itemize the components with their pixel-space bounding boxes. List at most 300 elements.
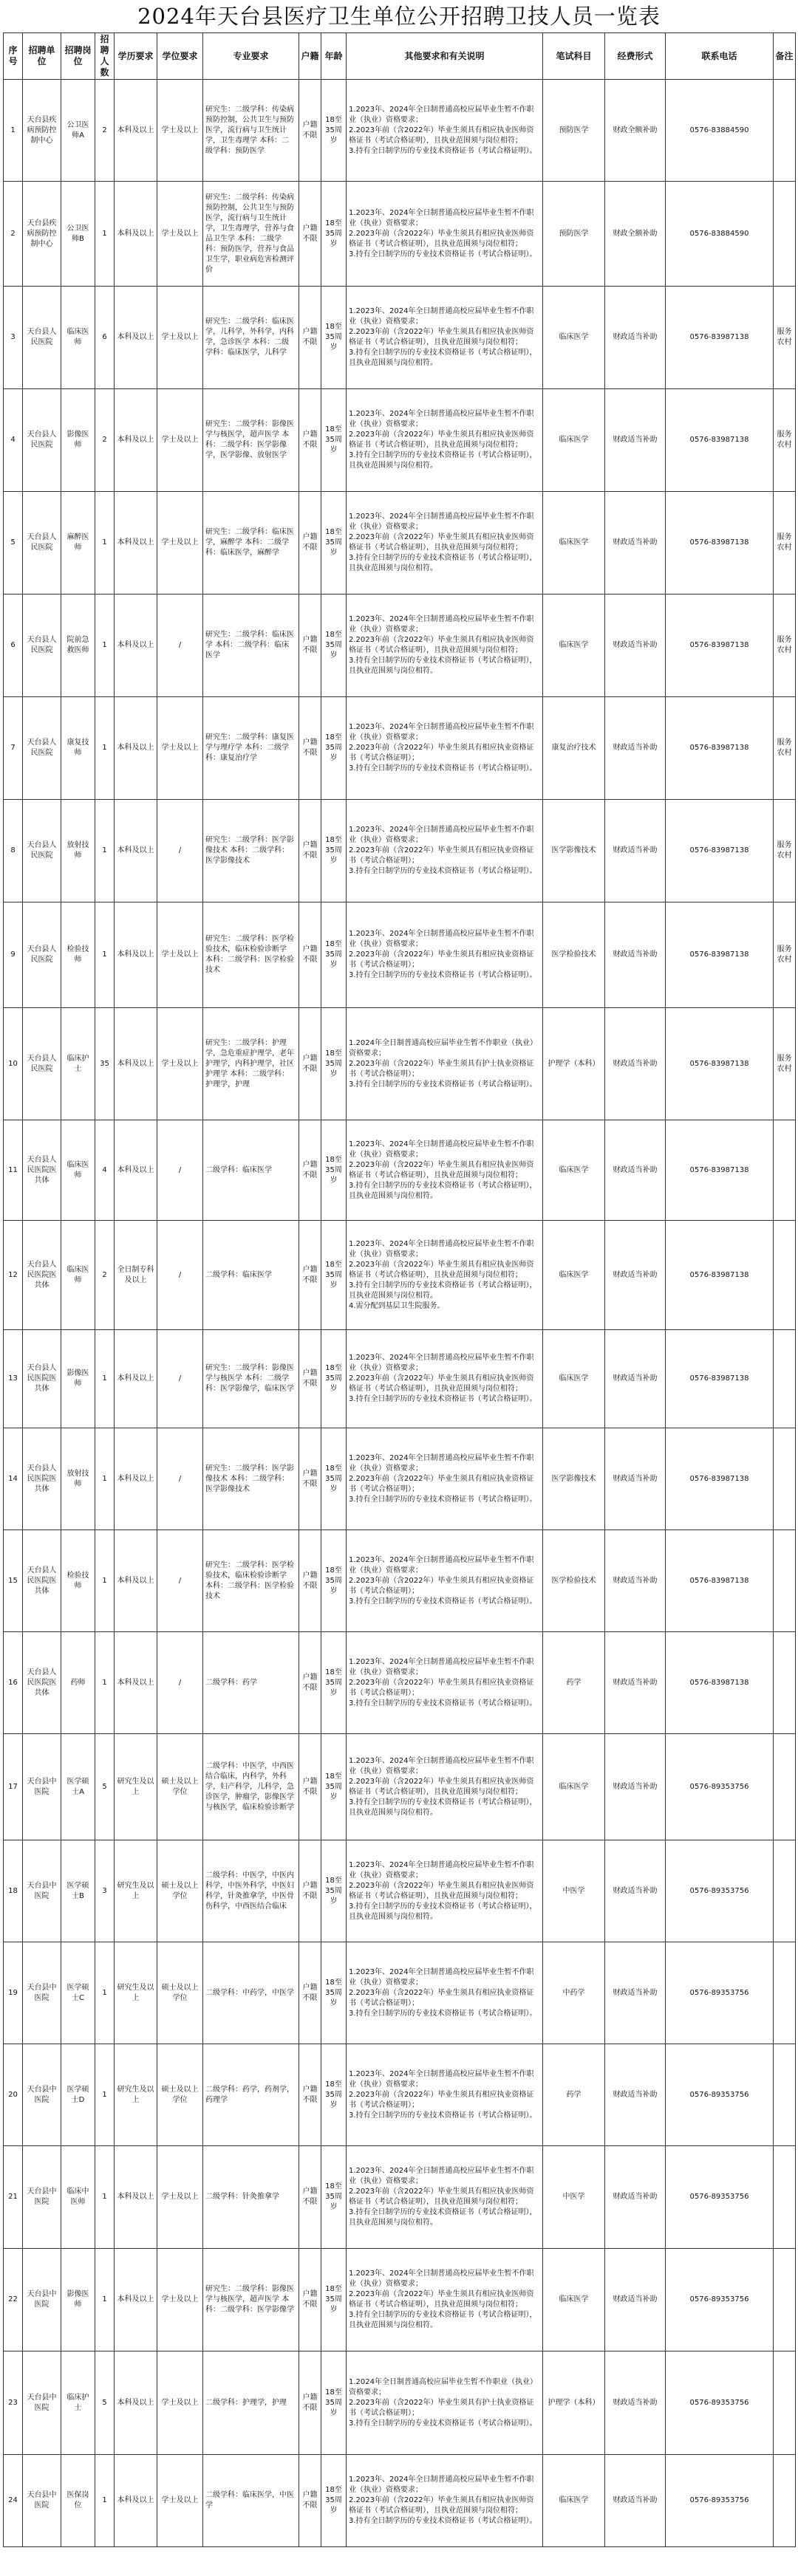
cell-no: 15 bbox=[4, 1530, 23, 1632]
cell-note: 1.2023年、2024年全日制普通高校应届毕业生暂不作职业（执业）资格要求； 2.2023年前（含2022年）毕业生须具有相应执业资格证书（考试合格证明）； 3.持有全日制学历的专业技术资格证书（考试合格证明）。 bbox=[347, 1530, 543, 1632]
cell-major: 研究生：二级学科：影像医学与核医学，超声医学 本科：二级学科：医学影像学 bbox=[203, 2249, 299, 2351]
cell-edu: 本科及以上 bbox=[115, 80, 157, 182]
cell-exam: 临床医学 bbox=[543, 2249, 605, 2351]
cell-tel: 0576-83987138 bbox=[666, 1330, 774, 1428]
cell-num: 1 bbox=[95, 2249, 115, 2351]
header-cell-tel: 联系电话 bbox=[666, 33, 774, 80]
cell-tel: 0576-83987138 bbox=[666, 1632, 774, 1734]
cell-major: 研究生：二级学科：传染病预防控制，公共卫生与预防医学，流行病与卫生统计学，卫生毒理学，营养与食品卫生学 本科：二级学科：预防医学，营养与食品卫生学，职业病危害检测评价 bbox=[203, 182, 299, 287]
cell-num: 1 bbox=[95, 1330, 115, 1428]
cell-post: 影像医师 bbox=[61, 1330, 95, 1428]
cell-degree: 硕士及以上学位 bbox=[157, 2044, 203, 2146]
cell-tel: 0576-89353756 bbox=[666, 2249, 774, 2351]
table-row bbox=[4, 1530, 796, 1632]
cell-note: 1.2023年、2024年全日制普通高校应届毕业生暂不作职业（执业）资格要求； 2.2023年前（含2022年）毕业生须具有相应执业资格证书（考试合格证明）； 3.持有全日制学历的专业技术资格证书（考试合格证明）。 bbox=[347, 800, 543, 902]
header-cell-major: 专业要求 bbox=[203, 33, 299, 80]
cell-degree: / bbox=[157, 1221, 203, 1330]
table-row bbox=[4, 1942, 796, 2044]
cell-major: 二级学科：药学，药剂学，药理学 bbox=[203, 2044, 299, 2146]
cell-major: 二级学科：临床医学 bbox=[203, 1120, 299, 1221]
header-cell-post: 招聘岗位 bbox=[61, 33, 95, 80]
cell-age: 18至35周岁 bbox=[321, 1221, 347, 1330]
cell-edu: 本科及以上 bbox=[115, 902, 157, 1008]
cell-major: 研究生：二级学科：医学检验技术，临床检验诊断学 本科：二级学科：医学检验技术 bbox=[203, 902, 299, 1008]
cell-fund: 财政适当补助 bbox=[605, 2146, 666, 2249]
cell-age: 18至35周岁 bbox=[321, 2351, 347, 2455]
table-row bbox=[4, 2351, 796, 2455]
cell-num: 1 bbox=[95, 1942, 115, 2044]
cell-remark bbox=[774, 80, 796, 182]
cell-major: 二级学科：中医学，中西医结合临床，内科学，外科学，妇产科学，儿科学，急诊医学，肿瘤学，影像医学与核医学，临床检验诊断学 bbox=[203, 1734, 299, 1840]
cell-major: 二级学科：临床医学 bbox=[203, 1221, 299, 1330]
cell-edu: 本科及以上 bbox=[115, 287, 157, 389]
cell-degree: 学士及以上 bbox=[157, 697, 203, 800]
cell-degree: 硕士及以上学位 bbox=[157, 1942, 203, 2044]
cell-age: 18至35周岁 bbox=[321, 182, 347, 287]
cell-edu: 本科及以上 bbox=[115, 389, 157, 492]
cell-exam: 临床医学 bbox=[543, 595, 605, 697]
cell-no: 22 bbox=[4, 2249, 23, 2351]
cell-tel: 0576-89353756 bbox=[666, 2146, 774, 2249]
cell-degree: 硕士及以上学位 bbox=[157, 1734, 203, 1840]
cell-no: 4 bbox=[4, 389, 23, 492]
cell-exam: 临床医学 bbox=[543, 1221, 605, 1330]
cell-degree: 学士及以上 bbox=[157, 389, 203, 492]
cell-fund: 财政适当补助 bbox=[605, 1530, 666, 1632]
cell-degree: 学士及以上 bbox=[157, 2249, 203, 2351]
cell-age: 18至35周岁 bbox=[321, 1008, 347, 1120]
cell-note: 1.2024年全日制普通高校应届毕业生暂不作职业（执业）资格要求； 2.2023年前（含2022年）毕业生须具有护士执业资格证书（考试合格证明）； 3.持有全日制学历的专业技术资格证书（考试合格证明）。 bbox=[347, 2351, 543, 2455]
table-row bbox=[4, 697, 796, 800]
cell-exam: 药学 bbox=[543, 1632, 605, 1734]
cell-edu: 研究生及以上 bbox=[115, 2044, 157, 2146]
cell-fund: 财政适当补助 bbox=[605, 1008, 666, 1120]
cell-major: 研究生：二级学科：影像医学与核医学，超声医学 本科：二级学科：医学影像学，医学影像、放射医学 bbox=[203, 389, 299, 492]
cell-note: 1.2024年全日制普通高校应届毕业生暂不作职业（执业）资格要求； 2.2023年前（含2022年）毕业生须具有护士执业资格证书（考试合格证明）； 3.持有全日制学历的专业技术资格证书（考试合格证明）。 bbox=[347, 1008, 543, 1120]
cell-no: 23 bbox=[4, 2351, 23, 2455]
cell-hukou: 户籍不限 bbox=[299, 1840, 321, 1942]
cell-edu: 本科及以上 bbox=[115, 492, 157, 595]
cell-fund: 财政适当补助 bbox=[605, 1221, 666, 1330]
cell-num: 1 bbox=[95, 800, 115, 902]
cell-edu: 本科及以上 bbox=[115, 1530, 157, 1632]
cell-fund: 财政适当补助 bbox=[605, 2249, 666, 2351]
cell-hukou: 户籍不限 bbox=[299, 492, 321, 595]
cell-major: 研究生：二级学科：康复医学与理疗学 本科：二级学科：康复治疗学 bbox=[203, 697, 299, 800]
cell-note: 1.2023年、2024年全日制普通高校应届毕业生暂不作职业（执业）资格要求； 2.2023年前（含2022年）毕业生须具有相应执业资格证书（考试合格证明）； 3.持有全日制学历的专业技术资格证书（考试合格证明）。 bbox=[347, 1632, 543, 1734]
table-row bbox=[4, 1221, 796, 1330]
cell-exam: 医学检验技术 bbox=[543, 1530, 605, 1632]
cell-exam: 护理学（本科） bbox=[543, 1008, 605, 1120]
cell-hukou: 户籍不限 bbox=[299, 1632, 321, 1734]
cell-no: 12 bbox=[4, 1221, 23, 1330]
cell-remark: 服务农村 bbox=[774, 902, 796, 1008]
cell-unit: 天台县疾病预防控制中心 bbox=[23, 80, 61, 182]
cell-remark bbox=[774, 1330, 796, 1428]
cell-no: 16 bbox=[4, 1632, 23, 1734]
cell-num: 5 bbox=[95, 1734, 115, 1840]
cell-remark bbox=[774, 1734, 796, 1840]
cell-num: 1 bbox=[95, 492, 115, 595]
cell-hukou: 户籍不限 bbox=[299, 389, 321, 492]
cell-note: 1.2023年、2024年全日制普通高校应届毕业生暂不作职业（执业）资格要求； 2.2023年前（含2022年）毕业生须具有相应执业医师资格证书（考试合格证明），且执业范围须与岗位相符； 3.持有全日制学历的专业技术资格证书（考试合格证明），且执业范围须与岗位相符。 4.需分配到基层卫生院服务。 bbox=[347, 1221, 543, 1330]
cell-age: 18至35周岁 bbox=[321, 2044, 347, 2146]
cell-no: 13 bbox=[4, 1330, 23, 1428]
cell-no: 3 bbox=[4, 287, 23, 389]
cell-major: 二级学科：针灸推拿学 bbox=[203, 2146, 299, 2249]
cell-remark bbox=[774, 1428, 796, 1530]
cell-hukou: 户籍不限 bbox=[299, 1221, 321, 1330]
cell-post: 临床医师 bbox=[61, 287, 95, 389]
cell-degree: 学士及以上 bbox=[157, 492, 203, 595]
cell-no: 21 bbox=[4, 2146, 23, 2249]
cell-tel: 0576-89353756 bbox=[666, 1942, 774, 2044]
cell-unit: 天台县人民医院 bbox=[23, 595, 61, 697]
cell-no: 19 bbox=[4, 1942, 23, 2044]
cell-remark bbox=[774, 1530, 796, 1632]
cell-major: 研究生：二级学科：传染病预防控制，公共卫生与预防医学，流行病与卫生统计学，卫生毒理学 本科：二级学科：预防医学 bbox=[203, 80, 299, 182]
cell-fund: 财政适当补助 bbox=[605, 389, 666, 492]
cell-unit: 天台县人民医院医共体 bbox=[23, 1330, 61, 1428]
cell-no: 9 bbox=[4, 902, 23, 1008]
cell-major: 二级学科：护理学，护理 bbox=[203, 2351, 299, 2455]
cell-note: 1.2023年、2024年全日制普通高校应届毕业生暂不作职业（执业）资格要求； 2.2023年前（含2022年）毕业生须具有相应执业资格证书（考试合格证明）； 3.持有全日制学历的专业技术资格证书（考试合格证明）。 bbox=[347, 1428, 543, 1530]
cell-note: 1.2023年、2024年全日制普通高校应届毕业生暂不作职业（执业）资格要求； 2.2023年前（含2022年）毕业生须具有相应执业医师资格证书（考试合格证明），且执业范围须与岗位相符； 3.持有全日制学历的专业技术资格证书（考试合格证明），且执业范围须与岗位相符。 bbox=[347, 389, 543, 492]
cell-exam: 预防医学 bbox=[543, 80, 605, 182]
cell-degree: / bbox=[157, 595, 203, 697]
header-cell-remark: 备注 bbox=[774, 33, 796, 80]
cell-num: 1 bbox=[95, 902, 115, 1008]
cell-hukou: 户籍不限 bbox=[299, 2351, 321, 2455]
cell-post: 康复技师 bbox=[61, 697, 95, 800]
cell-unit: 天台县中医院 bbox=[23, 1942, 61, 2044]
cell-edu: 本科及以上 bbox=[115, 697, 157, 800]
cell-major: 研究生：二级学科：临床医学，儿科学，外科学，内科学，急诊医学 本科：二级学科：临床医学，儿科学 bbox=[203, 287, 299, 389]
cell-num: 1 bbox=[95, 1530, 115, 1632]
cell-fund: 财政适当补助 bbox=[605, 1840, 666, 1942]
cell-remark bbox=[774, 1942, 796, 2044]
cell-tel: 0576-83987138 bbox=[666, 1008, 774, 1120]
cell-major: 研究生：二级学科：影像医学与核医学 本科：二级学科：医学影像学，临床医学 bbox=[203, 1330, 299, 1428]
cell-tel: 0576-83987138 bbox=[666, 902, 774, 1008]
cell-remark: 服务农村 bbox=[774, 595, 796, 697]
cell-unit: 天台县人民医院 bbox=[23, 1008, 61, 1120]
cell-age: 18至35周岁 bbox=[321, 287, 347, 389]
cell-tel: 0576-83987138 bbox=[666, 389, 774, 492]
cell-exam: 临床医学 bbox=[543, 492, 605, 595]
cell-degree: / bbox=[157, 1428, 203, 1530]
cell-unit: 天台县人民医院医共体 bbox=[23, 1428, 61, 1530]
cell-post: 放射技师 bbox=[61, 800, 95, 902]
cell-hukou: 户籍不限 bbox=[299, 182, 321, 287]
cell-post: 院前急救医师 bbox=[61, 595, 95, 697]
cell-tel: 0576-83987138 bbox=[666, 1221, 774, 1330]
cell-edu: 本科及以上 bbox=[115, 182, 157, 287]
cell-remark bbox=[774, 182, 796, 287]
table-row bbox=[4, 80, 796, 182]
cell-edu: 本科及以上 bbox=[115, 2351, 157, 2455]
cell-edu: 本科及以上 bbox=[115, 595, 157, 697]
cell-fund: 财政适当补助 bbox=[605, 2455, 666, 2547]
cell-post: 公卫医师A bbox=[61, 80, 95, 182]
cell-degree: 学士及以上 bbox=[157, 2146, 203, 2249]
cell-unit: 天台县中医院 bbox=[23, 1840, 61, 1942]
header-cell-note: 其他要求和有关说明 bbox=[347, 33, 543, 80]
cell-exam: 临床医学 bbox=[543, 1120, 605, 1221]
cell-num: 3 bbox=[95, 1840, 115, 1942]
cell-remark: 服务农村 bbox=[774, 492, 796, 595]
table-row bbox=[4, 2455, 796, 2547]
cell-major: 研究生：二级学科：护理学，急危重症护理学，老年护理学，内科护理学，社区护理学 本科：二级学科：护理学，护理 bbox=[203, 1008, 299, 1120]
cell-exam: 临床医学 bbox=[543, 389, 605, 492]
recruitment-table bbox=[3, 32, 796, 2547]
cell-fund: 财政适当补助 bbox=[605, 1942, 666, 2044]
table-row bbox=[4, 1840, 796, 1942]
cell-edu: 本科及以上 bbox=[115, 1632, 157, 1734]
cell-hukou: 户籍不限 bbox=[299, 1530, 321, 1632]
cell-no: 11 bbox=[4, 1120, 23, 1221]
cell-tel: 0576-89353756 bbox=[666, 2455, 774, 2547]
table-row bbox=[4, 2044, 796, 2146]
cell-no: 1 bbox=[4, 80, 23, 182]
cell-no: 17 bbox=[4, 1734, 23, 1840]
table-header-row bbox=[4, 33, 796, 80]
cell-hukou: 户籍不限 bbox=[299, 1734, 321, 1840]
header-cell-hukou: 户籍 bbox=[299, 33, 321, 80]
cell-post: 临床中医师 bbox=[61, 2146, 95, 2249]
table-row bbox=[4, 595, 796, 697]
cell-remark bbox=[774, 1120, 796, 1221]
cell-fund: 财政全额补助 bbox=[605, 182, 666, 287]
cell-degree: / bbox=[157, 1330, 203, 1428]
table-row bbox=[4, 1330, 796, 1428]
cell-remark: 服务农村 bbox=[774, 1008, 796, 1120]
cell-fund: 财政适当补助 bbox=[605, 595, 666, 697]
cell-exam: 中医学 bbox=[543, 1840, 605, 1942]
header-cell-fund: 经费形式 bbox=[605, 33, 666, 80]
cell-num: 2 bbox=[95, 80, 115, 182]
cell-degree: 学士及以上 bbox=[157, 80, 203, 182]
cell-hukou: 户籍不限 bbox=[299, 2044, 321, 2146]
cell-degree: 学士及以上 bbox=[157, 2455, 203, 2547]
cell-edu: 全日制专科及以上 bbox=[115, 1221, 157, 1330]
cell-no: 2 bbox=[4, 182, 23, 287]
cell-no: 7 bbox=[4, 697, 23, 800]
cell-tel: 0576-83987138 bbox=[666, 800, 774, 902]
cell-unit: 天台县中医院 bbox=[23, 2249, 61, 2351]
cell-exam: 医学影像技术 bbox=[543, 800, 605, 902]
cell-degree: / bbox=[157, 800, 203, 902]
header-cell-edu: 学历要求 bbox=[115, 33, 157, 80]
cell-degree: / bbox=[157, 1120, 203, 1221]
cell-num: 5 bbox=[95, 2351, 115, 2455]
cell-unit: 天台县中医院 bbox=[23, 1734, 61, 1840]
cell-hukou: 户籍不限 bbox=[299, 2249, 321, 2351]
cell-age: 18至35周岁 bbox=[321, 1734, 347, 1840]
cell-fund: 财政适当补助 bbox=[605, 1120, 666, 1221]
header-cell-degree: 学位要求 bbox=[157, 33, 203, 80]
cell-tel: 0576-83987138 bbox=[666, 1120, 774, 1221]
cell-age: 18至35周岁 bbox=[321, 2249, 347, 2351]
cell-note: 1.2023年、2024年全日制普通高校应届毕业生暂不作职业（执业）资格要求； 2.2023年前（含2022年）毕业生须具有相应执业医师资格证书（考试合格证明），且执业范围须与岗位相符； 3.持有全日制学历的专业技术资格证书（考试合格证明）。 bbox=[347, 1330, 543, 1428]
cell-num: 1 bbox=[95, 182, 115, 287]
cell-note: 1.2023年、2024年全日制普通高校应届毕业生暂不作职业（执业）资格要求； 2.2023年前（含2022年）毕业生须具有相应执业医师资格证书（考试合格证明），且执业范围须与岗位相符； 3.持有全日制学历的专业技术资格证书（考试合格证明），且执业范围须与岗位相符。 bbox=[347, 2249, 543, 2351]
cell-hukou: 户籍不限 bbox=[299, 2455, 321, 2547]
cell-exam: 临床医学 bbox=[543, 1734, 605, 1840]
cell-edu: 本科及以上 bbox=[115, 1428, 157, 1530]
cell-age: 18至35周岁 bbox=[321, 902, 347, 1008]
cell-tel: 0576-89353756 bbox=[666, 1734, 774, 1840]
cell-age: 18至35周岁 bbox=[321, 1120, 347, 1221]
cell-major: 研究生：二级学科：临床医学 本科：二级学科：临床医学 bbox=[203, 595, 299, 697]
cell-fund: 财政适当补助 bbox=[605, 1632, 666, 1734]
cell-tel: 0576-83884590 bbox=[666, 182, 774, 287]
cell-note: 1.2023年、2024年全日制普通高校应届毕业生暂不作职业（执业）资格要求； 2.2023年前（含2022年）毕业生须具有相应执业医师资格证书（考试合格证明），且执业范围须与岗位相符； 3.持有全日制学历的专业技术资格证书（考试合格证明）。 bbox=[347, 182, 543, 287]
table-row bbox=[4, 389, 796, 492]
cell-no: 8 bbox=[4, 800, 23, 902]
cell-post: 影像医师 bbox=[61, 2249, 95, 2351]
cell-note: 1.2023年、2024年全日制普通高校应届毕业生暂不作职业（执业）资格要求； 2.2023年前（含2022年）毕业生须具有相应执业资格证书（考试合格证明）； 3.持有全日制学历的专业技术资格证书（考试合格证明）。 bbox=[347, 697, 543, 800]
cell-edu: 本科及以上 bbox=[115, 800, 157, 902]
cell-age: 18至35周岁 bbox=[321, 1840, 347, 1942]
cell-unit: 天台县中医院 bbox=[23, 2044, 61, 2146]
cell-num: 1 bbox=[95, 2146, 115, 2249]
cell-edu: 本科及以上 bbox=[115, 2455, 157, 2547]
cell-hukou: 户籍不限 bbox=[299, 902, 321, 1008]
cell-remark bbox=[774, 2351, 796, 2455]
cell-age: 18至35周岁 bbox=[321, 1530, 347, 1632]
cell-post: 公卫医师B bbox=[61, 182, 95, 287]
table-row bbox=[4, 2146, 796, 2249]
cell-degree: 学士及以上 bbox=[157, 2351, 203, 2455]
cell-num: 6 bbox=[95, 287, 115, 389]
cell-post: 临床护士 bbox=[61, 1008, 95, 1120]
cell-unit: 天台县人民医院医共体 bbox=[23, 1221, 61, 1330]
cell-note: 1.2023年、2024年全日制普通高校应届毕业生暂不作职业（执业）资格要求； 2.2023年前（含2022年）毕业生须具有相应执业医师资格证书（考试合格证明），且执业范围须与岗位相符； 3.持有全日制学历的专业技术资格证书（考试合格证明）。 bbox=[347, 2455, 543, 2547]
cell-fund: 财政适当补助 bbox=[605, 800, 666, 902]
cell-hukou: 户籍不限 bbox=[299, 1120, 321, 1221]
cell-num: 4 bbox=[95, 1120, 115, 1221]
cell-unit: 天台县人民医院医共体 bbox=[23, 1530, 61, 1632]
cell-note: 1.2023年、2024年全日制普通高校应届毕业生暂不作职业（执业）资格要求； 2.2023年前（含2022年）毕业生须具有相应执业医师资格证书（考试合格证明），且执业范围须与岗位相符； 3.持有全日制学历的专业技术资格证书（考试合格证明），且执业范围须与岗位相符。 bbox=[347, 595, 543, 697]
cell-major: 研究生：二级学科：医学影像技术 本科：二级学科：医学影像技术 bbox=[203, 1428, 299, 1530]
cell-fund: 财政适当补助 bbox=[605, 1330, 666, 1428]
cell-edu: 研究生及以上 bbox=[115, 1840, 157, 1942]
cell-major: 研究生：二级学科：医学检验技术，临床检验诊断学 本科：二级学科：医学检验技术 bbox=[203, 1530, 299, 1632]
cell-remark bbox=[774, 1840, 796, 1942]
cell-note: 1.2023年、2024年全日制普通高校应届毕业生暂不作职业（执业）资格要求； 2.2023年前（含2022年）毕业生须具有相应执业医师资格证书（考试合格证明），且执业范围须与岗位相符； 3.持有全日制学历的专业技术资格证书（考试合格证明），且执业范围须与岗位相符。 bbox=[347, 1840, 543, 1942]
cell-hukou: 户籍不限 bbox=[299, 1428, 321, 1530]
cell-edu: 本科及以上 bbox=[115, 1008, 157, 1120]
cell-fund: 财政适当补助 bbox=[605, 902, 666, 1008]
table-row bbox=[4, 2249, 796, 2351]
cell-remark bbox=[774, 1221, 796, 1330]
cell-no: 24 bbox=[4, 2455, 23, 2547]
cell-unit: 天台县中医院 bbox=[23, 2146, 61, 2249]
cell-exam: 康复治疗技术 bbox=[543, 697, 605, 800]
cell-num: 1 bbox=[95, 2044, 115, 2146]
cell-degree: 学士及以上 bbox=[157, 182, 203, 287]
cell-unit: 天台县中医院 bbox=[23, 2455, 61, 2547]
cell-tel: 0576-83987138 bbox=[666, 287, 774, 389]
cell-fund: 财政全额补助 bbox=[605, 80, 666, 182]
cell-note: 1.2023年、2024年全日制普通高校应届毕业生暂不作职业（执业）资格要求； 2.2023年前（含2022年）毕业生须具有相应执业医师资格证书（考试合格证明），且执业范围须与岗位相符； 3.持有全日制学历的专业技术资格证书（考试合格证明），且执业范围须与岗位相符。 bbox=[347, 492, 543, 595]
header-cell-num: 招聘人数 bbox=[95, 33, 115, 80]
cell-note: 1.2023年、2024年全日制普通高校应届毕业生暂不作职业（执业）资格要求； 2.2023年前（含2022年）毕业生须具有相应执业医师资格证书（考试合格证明），且执业范围须与岗位相符； 3.持有全日制学历的专业技术资格证书（考试合格证明）。 bbox=[347, 80, 543, 182]
cell-num: 1 bbox=[95, 697, 115, 800]
header-cell-unit: 招聘单位 bbox=[23, 33, 61, 80]
cell-major: 二级学科：中药学，中医学 bbox=[203, 1942, 299, 2044]
cell-hukou: 户籍不限 bbox=[299, 800, 321, 902]
cell-num: 2 bbox=[95, 1221, 115, 1330]
cell-remark bbox=[774, 2455, 796, 2547]
cell-no: 14 bbox=[4, 1428, 23, 1530]
cell-major: 二级学科：药学 bbox=[203, 1632, 299, 1734]
cell-remark: 服务农村 bbox=[774, 697, 796, 800]
cell-post: 麻醉医师 bbox=[61, 492, 95, 595]
cell-hukou: 户籍不限 bbox=[299, 1008, 321, 1120]
cell-degree: / bbox=[157, 1632, 203, 1734]
cell-major: 研究生：二级学科：医学影像技术 本科：二级学科：医学影像技术 bbox=[203, 800, 299, 902]
cell-post: 临床护士 bbox=[61, 2351, 95, 2455]
cell-post: 医保岗位 bbox=[61, 2455, 95, 2547]
cell-unit: 天台县人民医院 bbox=[23, 697, 61, 800]
cell-exam: 医学检验技术 bbox=[543, 902, 605, 1008]
cell-num: 35 bbox=[95, 1008, 115, 1120]
cell-fund: 财政适当补助 bbox=[605, 1734, 666, 1840]
table-row bbox=[4, 800, 796, 902]
cell-exam: 护理学（本科） bbox=[543, 2351, 605, 2455]
table-row bbox=[4, 1008, 796, 1120]
cell-degree: / bbox=[157, 1530, 203, 1632]
table-row bbox=[4, 1632, 796, 1734]
cell-edu: 本科及以上 bbox=[115, 2249, 157, 2351]
cell-exam: 预防医学 bbox=[543, 182, 605, 287]
cell-unit: 天台县人民医院 bbox=[23, 389, 61, 492]
cell-degree: 学士及以上 bbox=[157, 902, 203, 1008]
cell-no: 20 bbox=[4, 2044, 23, 2146]
cell-tel: 0576-83987138 bbox=[666, 1428, 774, 1530]
header-cell-no: 序号 bbox=[4, 33, 23, 80]
cell-tel: 0576-89353756 bbox=[666, 1840, 774, 1942]
cell-tel: 0576-83987138 bbox=[666, 595, 774, 697]
cell-age: 18至35周岁 bbox=[321, 492, 347, 595]
cell-tel: 0576-83987138 bbox=[666, 1530, 774, 1632]
cell-unit: 天台县人民医院 bbox=[23, 492, 61, 595]
cell-tel: 0576-83884590 bbox=[666, 80, 774, 182]
table-row bbox=[4, 1734, 796, 1840]
cell-major: 二级学科：临床医学，中医学 bbox=[203, 2455, 299, 2547]
cell-edu: 研究生及以上 bbox=[115, 1734, 157, 1840]
cell-post: 临床医师 bbox=[61, 1221, 95, 1330]
cell-tel: 0576-83987138 bbox=[666, 697, 774, 800]
cell-exam: 中药学 bbox=[543, 1942, 605, 2044]
cell-no: 18 bbox=[4, 1840, 23, 1942]
cell-hukou: 户籍不限 bbox=[299, 1942, 321, 2044]
cell-hukou: 户籍不限 bbox=[299, 595, 321, 697]
cell-exam: 临床医学 bbox=[543, 2455, 605, 2547]
cell-no: 5 bbox=[4, 492, 23, 595]
cell-note: 1.2023年、2024年全日制普通高校应届毕业生暂不作职业（执业）资格要求； 2.2023年前（含2022年）毕业生须具有相应执业资格证书（考试合格证明）； 3.持有全日制学历的专业技术资格证书（考试合格证明）。 bbox=[347, 1942, 543, 2044]
cell-post: 影像医师 bbox=[61, 389, 95, 492]
table-row bbox=[4, 287, 796, 389]
page-title: 2024年天台县医疗卫生单位公开招聘卫技人员一览表 bbox=[137, 4, 661, 29]
header-cell-exam: 笔试科目 bbox=[543, 33, 605, 80]
cell-note: 1.2023年、2024年全日制普通高校应届毕业生暂不作职业（执业）资格要求； 2.2023年前（含2022年）毕业生须具有相应执业资格证书（考试合格证明）； 3.持有全日制学历的专业技术资格证书（考试合格证明）。 bbox=[347, 2044, 543, 2146]
cell-num: 2 bbox=[95, 389, 115, 492]
table-row bbox=[4, 492, 796, 595]
cell-post: 药师 bbox=[61, 1632, 95, 1734]
